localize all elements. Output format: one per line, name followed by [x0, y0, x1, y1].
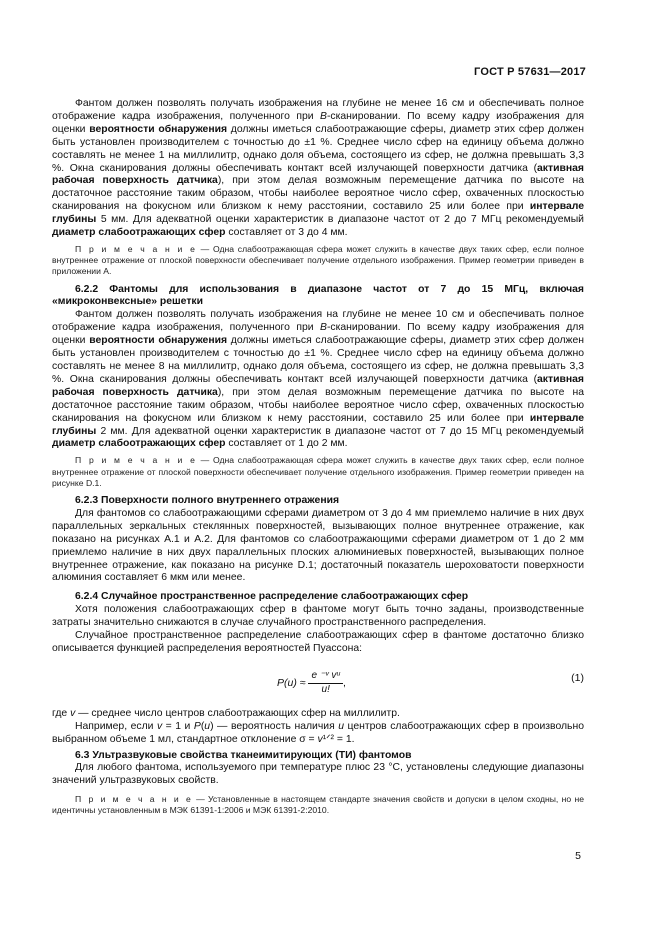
section-heading-6-2-3: 6.2.3 Поверхности полного внутреннего отражения — [75, 494, 340, 506]
formula-denominator: u! — [321, 683, 330, 695]
formula-lhs: P(u) ≈ — [277, 677, 306, 690]
document-code-header: ГОСТ Р 57631—2017 — [474, 66, 586, 78]
note-2: П р и м е ч а н и е — Одна слабоотражающая сфера может служить в качестве двух таких сфер, если полное внутреннее отражение от плоской поверхности обеспечивает получение отдельного изображения. Пример геометрии приведен на рисунке D.1. — [52, 455, 584, 488]
formula-numerator: e ⁻ᵛ vᵘ — [308, 670, 343, 684]
section-heading-6-2-2: 6.2.2 Фантомы для использования в диапазоне частот от 7 до 15 МГц, включая «микроконвексные» решетки — [52, 283, 584, 308]
note-3: П р и м е ч а н и е — Установленные в настоящем стандарте значения свойств и допуски в целом сходны, но не идентичны установленным в МЭК 61391-1:2006 и МЭК 61391-2:2010. — [52, 794, 584, 816]
paragraph-total-internal-reflection: Для фантомов со слабоотражающими сферами диаметром от 3 до 4 мм приемлемо наличие в них двух параллельных зеркальных стеклянных поверхностей, вызывающих полное внутреннее отражение, как показано на рисунках А.1 и А.2. Для фантомов со слабоотражающими сферами диаметром от 1 до 2 мм приемлемо наличие в них двух параллельных плоских алюминиевых поверхностей, вызывающих полное внутреннее отражение, как показано на рисунке D.1; достаточный показатель шероховатости поверхности алюминия составляет 6 мкм или менее. — [52, 507, 584, 584]
formula-fraction — [308, 670, 343, 697]
paragraph-phantom-16cm: Фантом должен позволять получать изображения на глубине не менее 16 см и обеспечивать полное отображение кадра изображения, полученного при В-сканировании. По всему кадру изображения для оценки вероятности обнаружения должны иметься слабоотражающие сферы, диаметр этих сфер должен быть установлен производителем с точностью до ±1 %. Среднее число сфер на единицу объема должно составлять не менее 1 на миллилитр, однако доля объема, состоящего из сфер, не должна превышать 3,3 %. Окна сканирования должны обеспечивать контакт всей излучающей поверхности датчика (активная рабочая поверхность датчика), при этом делая возможным перемещение датчика по высоте на достаточное расстояние таким образом, чтобы наиболее вероятное число сфер, охваченных плоскостью сканирования на фокусном или близком к нему расстоянии, составило 25 или более при интервале глубины 5 мм. Для адекватной оценки характеристик в диапазоне частот от 2 до 7 МГц рекомендуемый диаметр слабоотражающих сфер составляет от 3 до 4 мм. — [52, 98, 584, 239]
formula-explanation: где v — среднее число центров слабоотражающих сфер на миллилитр. — [52, 707, 400, 719]
paragraph-example: Например, если v = 1 и P(u) — вероятность наличия u центров слабоотражающих сфер в произвольно выбранном объеме 1 мл, стандартное отклонение σ = v¹ᐟ² = 1. — [52, 720, 584, 745]
paragraph-random-distribution-1: Хотя положения слабоотражающих сфер в фантоме могут быть точно заданы, производственные затраты значительно снижаются в случае случайного пространственного распределения. — [52, 604, 584, 629]
poisson-formula — [52, 660, 584, 708]
note-1: П р и м е ч а н и е — Одна слабоотражающая сфера может служить в качестве двух таких сфер, если полное внутреннее отражение от плоской поверхности обеспечивает получение отдельного изображения. Пример геометрии приведен в приложении А. — [52, 243, 584, 277]
paragraph-ultrasound-properties: Для любого фантома, используемого при температуре плюс 23 °С, установлены следующие диапазоны значений ультразвуковых свойств. — [52, 762, 584, 787]
paragraph-random-distribution-2: Случайное пространственное распределение слабоотражающих сфер в фантоме достаточно близко описывается функцией распределения вероятностей Пуассона: — [52, 630, 584, 654]
document-body — [52, 98, 584, 820]
section-heading-6-3: 6.3 Ультразвуковые свойства тканеимитирующих (ТИ) фантомов — [75, 749, 412, 761]
formula-expression: P(u) ≈ $\frac{\text{e ⁻ᵛ vᵘ}}{u!}$ , — [277, 669, 346, 695]
page-number: 5 — [575, 850, 581, 862]
formula-number: (1) — [571, 671, 584, 684]
paragraph-phantom-10cm: Фантом должен позволять получать изображения на глубине не менее 10 см и обеспечивать полное отображение кадра изображения, полученного при В-сканировании. По всему кадру изображения для оценки вероятности обнаружения должны иметься слабоотражающие сферы, диаметр этих сфер должен быть установлен производителем с точностью до ±1 %. Среднее число сфер на единицу объема должно составлять не менее 8 на миллилитр, однако доля объема, состоящего из сфер, не должна превышать 3,3 %. Окна сканирования должны обеспечивать контакт всей излучающей поверхности датчика (активная рабочая поверхность датчика), при этом делая возможным перемещение датчика по высоте на достаточное расстояние таким образом, чтобы наиболее вероятное число сфер, охваченных плоскостью сканирования на фокусном или близком к нему расстоянии, составило 25 или более при интервале глубины 2 мм. Для адекватной оценки характеристик в диапазоне частот от 7 до 15 МГц рекомендуемый диаметр слабоотражающих сфер составляет от 1 до 2 мм. — [52, 309, 584, 450]
section-heading-6-2-4: 6.2.4 Случайное пространственное распределение слабоотражающих сфер — [75, 591, 469, 603]
